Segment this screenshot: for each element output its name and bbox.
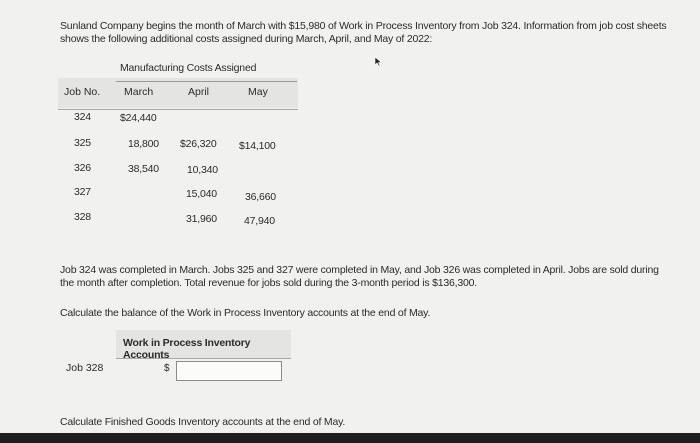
- job-number: 325: [74, 137, 91, 149]
- wip-table-header: [116, 330, 291, 359]
- table-header-rule: [58, 109, 298, 110]
- job-number: 327: [74, 186, 91, 198]
- may-cost: 47,940: [244, 215, 275, 227]
- job-328-wip-input[interactable]: [176, 361, 282, 381]
- may-cost: $14,100: [239, 140, 276, 152]
- completion-text: Job 324 was completed in March. Jobs 325 and 327 were completed in May, and Job 326 was completed in April. Jobs are sold during the month after completion. Total revenue for jobs sold during the 3-month period is $136,300.: [60, 264, 659, 289]
- march-cost: 38,540: [128, 163, 159, 175]
- march-cost: $24,440: [120, 112, 157, 124]
- mouse-pointer-icon: [374, 54, 383, 72]
- march-cost: 18,800: [128, 138, 159, 150]
- intro-text: Sunland Company begins the month of March with $15,980 of Work in Process Inventory from Job 324. Information from job cost sheets shows the following additional costs assigned during March, April, and May of 2022:: [60, 20, 667, 45]
- april-cost: 15,040: [186, 188, 217, 200]
- job-number: 326: [74, 162, 91, 174]
- job-cost-table: [58, 54, 298, 229]
- april-cost: 10,340: [187, 164, 218, 176]
- question-wip: Calculate the balance of the Work in Process Inventory accounts at the end of May.: [60, 307, 431, 319]
- may-cost: 36,660: [245, 191, 276, 203]
- column-header-may: May: [248, 86, 268, 98]
- wip-header-label: Work in Process Inventory Accounts: [123, 337, 251, 361]
- bottom-bar: [0, 433, 700, 443]
- wip-row-label: Job 328: [66, 362, 104, 374]
- april-cost: $26,320: [180, 138, 217, 150]
- job-number: 328: [74, 211, 91, 223]
- currency-symbol: $: [164, 363, 170, 374]
- column-header-april: April: [188, 86, 210, 98]
- april-cost: 31,960: [186, 213, 217, 225]
- group-header: Manufacturing Costs Assigned: [120, 62, 257, 74]
- job-number: 324: [74, 111, 91, 123]
- question-fg: Calculate Finished Goods Inventory accounts at the end of May.: [60, 416, 346, 428]
- column-header-march: March: [124, 86, 154, 98]
- column-header-job: Job No.: [64, 86, 101, 98]
- group-header-rule: [116, 81, 297, 82]
